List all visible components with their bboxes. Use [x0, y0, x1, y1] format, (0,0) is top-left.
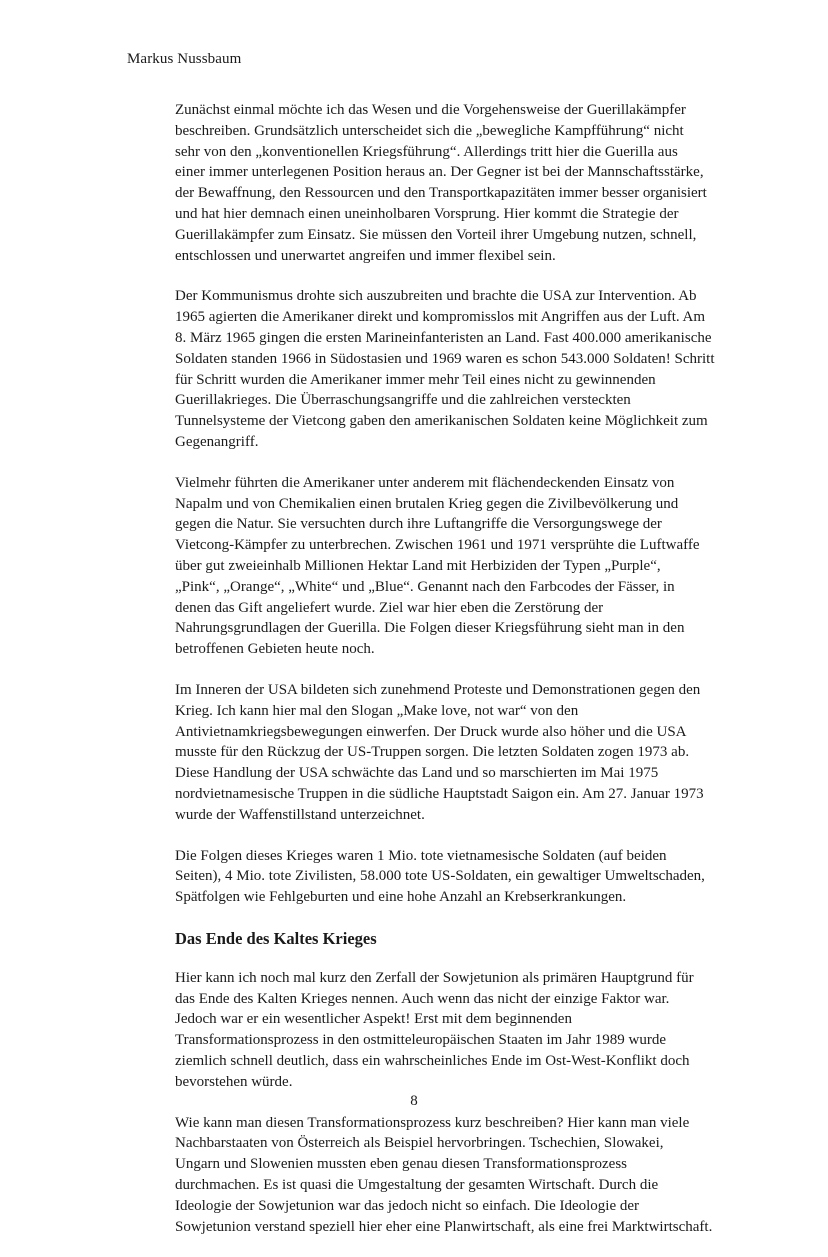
- paragraph-war-consequences: Die Folgen dieses Krieges waren 1 Mio. tote vietnamesische Soldaten (auf beiden Seiten), 4 Mio. tote Zivilisten, 58.000 tote US-Soldaten, ein gewaltiger Umweltschaden, Spätfolgen wie Fehlgeburten und eine hohe Anzahl an Krebserkrankungen.: [175, 847, 705, 906]
- body-text: [175, 100, 715, 1257]
- paragraph-protests: Im Inneren der USA bildeten sich zunehmend Proteste und Demonstrationen gegen den Krieg. Ich kann hier mal den Slogan „Make love, not war“ von den Antivietnamkriegsbewegungen einwerfen. Der Druck wurde also höher und die USA musste für den Rückzug der US-Truppen sorgen. Die letzten Soldaten zogen 1973 ab. Diese Handlung der USA schwächte das Land und so marschierten im Mai 1975 nordvietnamesische Truppen in die südliche Hauptstadt Saigon ein. Am 27. Januar 1973 wurde der Waffenstillstand unterzeichnet.: [175, 681, 704, 823]
- page-number: 8: [410, 1093, 418, 1109]
- paragraph-chemical-warfare: Vielmehr führten die Amerikaner unter anderem mit flächendeckenden Einsatz von Napalm und von Chemikalien einen brutalen Krieg gegen die Zivilbevölkerung und gegen die Natur. Sie versuchten durch ihre Luftangriffe die Versorgungswege der Vietcong-Kämpfer zu unterbrechen. Zwischen 1961 und 1971 versprühte die Luftwaffe über gut zweieinhalb Millionen Hektar Land mit Herbiziden der Typen „Purple“, „Pink“, „Orange“, „White“ und „Blue“. Genannt nach den Farbcodes der Fässer, in denen das Gift angeliefert wurde. Ziel war hier eben die Zerstörung der Nahrungsgrundlagen der Guerilla. Die Folgen dieser Kriegsführung sieht man in den betroffenen Gebieten heute noch.: [175, 474, 700, 658]
- paragraph-soviet-collapse: Hier kann ich noch mal kurz den Zerfall der Sowjetunion als primären Hauptgrund für das Ende des Kalten Krieges nennen. Auch wenn das nicht der einzige Faktor war. Jedoch war er ein wesentlicher Aspekt! Erst mit dem beginnenden Transformationsprozess in den ostmitteleuropäischen Staaten im Jahr 1989 wurde ziemlich schnell deutlich, dass ein wahrscheinliches Ende im Ost-West-Konflikt doch bevorstehen würde.: [175, 969, 694, 1090]
- section-heading: Das Ende des Kaltes Krieges: [175, 928, 377, 948]
- paragraph-us-intervention: Der Kommunismus drohte sich auszubreiten und brachte die USA zur Intervention. Ab 1965 agierten die Amerikaner direkt und kompromisslos mit Angriffen aus der Luft. Am 8. März 1965 gingen die ersten Marineinfanteristen an Land. Fast 400.000 amerikanische Soldaten standen 1966 in Südostasien und 1969 waren es schon 543.000 Soldaten! Schritt für Schritt wurden die Amerikaner immer mehr Teil eines nicht zu gewinnenden Guerillakrieges. Die Überraschungsangriffe und die zahlreichen versteckten Tunnelsysteme der Vietcong gaben den amerikanischen Soldaten keine Möglichkeit zum Gegenangriff.: [175, 288, 715, 450]
- paragraph-guerilla-strategy: Zunächst einmal möchte ich das Wesen und die Vorgehensweise der Guerillakämpfer beschreiben. Grundsätzlich unterscheidet sich die „bewegliche Kampfführung“ nicht sehr von den „konventionellen Kriegsführung“. Allerdings tritt hier die Guerilla aus einer immer unterlegenen Position heraus an. Der Gegner ist bei der Mannschaftsstärke, der Bewaffnung, den Ressourcen und den Transportkapazitäten immer besser organisiert und hat hier demnach einen uneinholbaren Vorsprung. Hier kommt die Strategie der Guerillakämpfer zum Einsatz. Sie müssen den Vorteil ihrer Umgebung nutzen, schnell, entschlossen und unerwartet angreifen und immer flexibel sein.: [175, 102, 707, 264]
- paragraph-transformation-process: Wie kann man diesen Transformationsprozess kurz beschreiben? Hier kann man viele Nachbarstaaten von Österreich als Beispiel hervorbringen. Tschechien, Slowakei, Ungarn und Slowenien mussten eben genau diesen Transformationsprozess durchmachen. Es ist quasi die Umgestaltung der gesamten Wirtschaft. Durch die Ideologie der Sowjetunion war das jedoch nicht so einfach. Die Ideologie der Sowjetunion verstand speziell hier eher eine Planwirtschaft, als eine frei Marktwirtschaft.: [175, 1114, 713, 1235]
- running-header-author: Markus Nussbaum: [127, 51, 242, 67]
